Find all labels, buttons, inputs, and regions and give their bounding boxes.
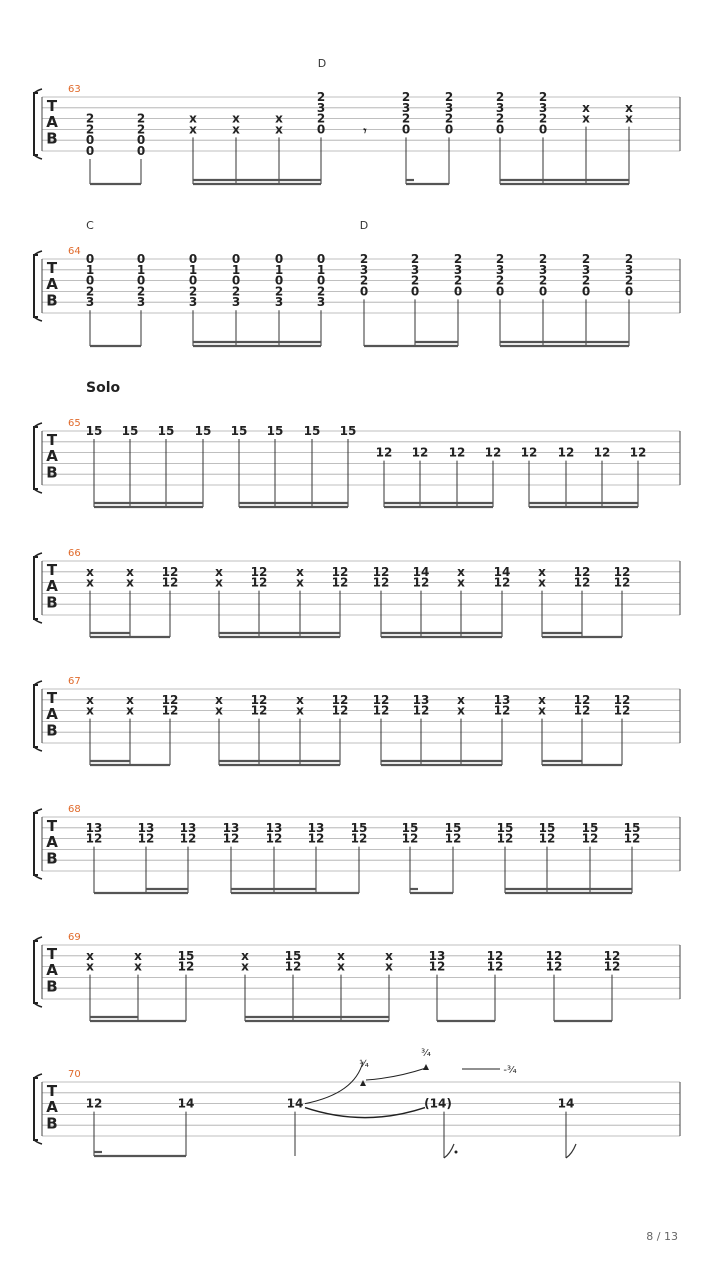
tab-note: 12	[161, 564, 179, 579]
tab-note: 14	[557, 1096, 575, 1111]
bend-label: ¼	[359, 1059, 369, 1070]
staff-bracket	[34, 813, 38, 875]
tab-note: 2	[410, 273, 420, 288]
tab-note: 15	[85, 424, 103, 438]
chord-name-d: D	[317, 57, 327, 70]
tab-note: x	[232, 111, 240, 126]
tab-note: 3	[410, 262, 420, 277]
tab-note: 2	[136, 284, 146, 299]
section-label: Solo	[86, 380, 121, 396]
tab-note: 12	[613, 692, 631, 707]
tab-note: 12	[448, 445, 466, 460]
tab-note: 2	[624, 273, 634, 288]
tab-note: 3	[495, 100, 505, 115]
staff-bracket-curl	[34, 1074, 42, 1144]
tab-note: 2	[624, 252, 634, 266]
tab-note: 2	[401, 90, 411, 104]
tab-note: 12	[372, 575, 390, 590]
tab-note: 3	[444, 100, 454, 115]
tab-note: 3	[624, 262, 634, 277]
tab-note: 3	[453, 262, 463, 277]
tab-note: 2	[316, 111, 326, 126]
tab-note: x	[296, 692, 304, 707]
tab-note: 13	[222, 820, 240, 835]
tab-note: x	[275, 122, 283, 137]
tab-note: x	[86, 959, 94, 974]
tab-note: x	[337, 948, 345, 963]
slur	[305, 1108, 425, 1118]
tab-note: 3	[495, 262, 505, 277]
tab-letter-t: T	[46, 97, 58, 116]
tab-letter-b: B	[46, 129, 58, 148]
tab-note: 0	[410, 284, 420, 299]
eighth-rest: 𝄾	[363, 124, 367, 138]
staff-bracket-curl	[34, 937, 42, 1007]
tab-note: 0	[495, 122, 505, 137]
tab-note: 14	[286, 1096, 304, 1111]
tab-note: 0	[85, 273, 95, 288]
tab-note: x	[215, 692, 223, 707]
bar-number: 70	[68, 1069, 81, 1080]
tab-note: x	[538, 564, 546, 579]
tab-note: 13	[428, 948, 446, 963]
tab-note: 12	[331, 703, 349, 718]
tab-note: x	[215, 564, 223, 579]
tab-note: 2	[538, 90, 548, 104]
staff-bracket	[34, 557, 38, 619]
tab-note: 0	[581, 284, 591, 299]
tab-note: 3	[274, 295, 284, 310]
tab-note: x	[275, 111, 283, 126]
note-flag	[566, 1144, 576, 1158]
tab-note: 0	[274, 252, 284, 266]
tab-note: 15	[194, 424, 212, 438]
tab-note: 12	[85, 1096, 103, 1111]
tab-note: x	[582, 100, 590, 115]
tab-note: 12	[250, 692, 268, 707]
tab-note: x	[232, 122, 240, 137]
bend-arrow	[305, 1062, 363, 1104]
tab-note: 15	[444, 820, 462, 835]
tab-note: 14	[493, 564, 511, 579]
tab-note: x	[126, 564, 134, 579]
tab-letter-a: A	[46, 113, 58, 132]
bar-number: 65	[68, 418, 81, 429]
tab-note: 12	[250, 575, 268, 590]
staff-bracket-curl	[34, 681, 42, 751]
tab-note: 12	[603, 948, 621, 963]
staff-bracket	[34, 255, 38, 317]
tab-note: 3	[316, 100, 326, 115]
tab-note: 12	[412, 575, 430, 590]
tab-note: 12	[331, 564, 349, 579]
tab-note: 1	[231, 262, 241, 277]
tab-note: 2	[453, 252, 463, 266]
tab-note: 12	[493, 703, 511, 718]
tab-note: 3	[136, 295, 146, 310]
tab-note: 2	[444, 111, 454, 126]
staff-bracket	[34, 93, 38, 155]
note-flag	[444, 1144, 454, 1158]
tab-note: 0	[231, 273, 241, 288]
tab-note: 15	[284, 948, 302, 963]
tab-note: 13	[179, 820, 197, 835]
tab-letter-b: B	[46, 463, 58, 482]
tab-note: 13	[85, 820, 103, 835]
bar-number: 66	[68, 548, 81, 559]
tab-note: 12	[486, 959, 504, 974]
tab-note: x	[134, 948, 142, 963]
tab-note: 12	[177, 959, 195, 974]
tab-letter-t: T	[46, 259, 58, 278]
bend-arrowhead	[360, 1080, 366, 1086]
tab-note: 3	[538, 100, 548, 115]
tab-letter-a: A	[46, 961, 58, 980]
tab-note: 2	[231, 284, 241, 299]
tab-note: 13	[412, 692, 430, 707]
tab-note: x	[457, 564, 465, 579]
tab-note: 13	[493, 692, 511, 707]
tab-note: 12	[161, 692, 179, 707]
tab-note: x	[134, 959, 142, 974]
bar-number: 64	[68, 246, 81, 257]
tab-note: 12	[331, 575, 349, 590]
tab-note: x	[582, 111, 590, 126]
tab-note: 12	[331, 692, 349, 707]
tab-note: 2	[401, 111, 411, 126]
tab-note: 12	[573, 692, 591, 707]
tab-note: 2	[453, 273, 463, 288]
tab-letter-a: A	[46, 1098, 58, 1117]
tab-note: 1	[316, 262, 326, 277]
tab-note: 3	[316, 295, 326, 310]
tab-letter-b: B	[46, 849, 58, 868]
tab-note: 2	[316, 90, 326, 104]
staff-bracket	[34, 427, 38, 489]
tab-note: x	[296, 564, 304, 579]
tab-note: 0	[85, 144, 95, 158]
tab-note: 15	[230, 424, 248, 438]
tab-letter-t: T	[46, 431, 58, 450]
staff-bracket-curl	[34, 809, 42, 879]
tab-note: 2	[136, 122, 146, 137]
tab-note: 12	[412, 703, 430, 718]
tab-note: 15	[623, 820, 641, 835]
tab-note: 12	[573, 575, 591, 590]
tab-note: x	[385, 948, 393, 963]
tab-note: 2	[444, 90, 454, 104]
tab-note: 13	[265, 820, 283, 835]
tab-note: 12	[428, 959, 446, 974]
tab-note: x	[625, 111, 633, 126]
tab-note: x	[538, 575, 546, 590]
tab-note: 12	[581, 831, 599, 846]
tab-note: 12	[411, 445, 429, 460]
tab-note: x	[189, 122, 197, 137]
tab-note: 0	[444, 122, 454, 137]
tab-letter-a: A	[46, 275, 58, 294]
tab-note: 0	[188, 273, 198, 288]
staff-bracket-curl	[34, 553, 42, 623]
tab-note: x	[337, 959, 345, 974]
tab-note: 12	[557, 445, 575, 460]
staff-bracket-curl	[34, 423, 42, 493]
staff-bracket	[34, 1078, 38, 1140]
tab-note: 12	[573, 564, 591, 579]
staff-bracket-curl	[34, 89, 42, 159]
tab-note: x	[86, 575, 94, 590]
tab-note: x	[241, 959, 249, 974]
tab-note: 2	[538, 252, 548, 266]
tab-letter-b: B	[46, 721, 58, 740]
tab-note: 2	[136, 111, 146, 126]
chord-name-d: D	[359, 219, 369, 232]
tab-note: 12	[593, 445, 611, 460]
tab-note: 12	[179, 831, 197, 846]
tab-note: 3	[538, 262, 548, 277]
tab-note: 12	[401, 831, 419, 846]
tab-note: x	[538, 692, 546, 707]
tab-note: 2	[581, 252, 591, 266]
staff-bracket-curl	[34, 251, 42, 321]
tab-note: x	[126, 703, 134, 718]
tab-note: 3	[581, 262, 591, 277]
tab-note: 15	[177, 948, 195, 963]
tab-letter-a: A	[46, 577, 58, 596]
tab-note: x	[86, 703, 94, 718]
tab-note: 12	[538, 831, 556, 846]
bar-number: 68	[68, 804, 81, 815]
tab-note: 15	[157, 424, 175, 438]
tab-note: 2	[274, 284, 284, 299]
tab-note: 2	[495, 90, 505, 104]
tab-note: 12	[372, 564, 390, 579]
tab-note: 3	[401, 100, 411, 115]
bend-arrow	[366, 1068, 426, 1080]
tab-note: 15	[121, 424, 139, 438]
tab-note: 12	[161, 575, 179, 590]
tab-note: 1	[136, 262, 146, 277]
tab-note: x	[241, 948, 249, 963]
tab-note: 2	[359, 273, 369, 288]
tab-note: 0	[85, 133, 95, 148]
tab-note: 12	[250, 703, 268, 718]
tab-note: x	[215, 703, 223, 718]
tab-note: 15	[496, 820, 514, 835]
tab-note: 0	[136, 273, 146, 288]
tab-note: 3	[231, 295, 241, 310]
tab-note: 2	[359, 252, 369, 266]
tab-note: 0	[453, 284, 463, 299]
tab-letter-t: T	[46, 689, 58, 708]
tab-note: 12	[573, 703, 591, 718]
tab-note: 0	[188, 252, 198, 266]
tab-note: 0	[316, 122, 326, 137]
staff-bracket	[34, 685, 38, 747]
tab-note: 0	[274, 273, 284, 288]
tab-note: 12	[623, 831, 641, 846]
tab-note: 2	[581, 273, 591, 288]
tab-note: 12	[493, 575, 511, 590]
tab-note: 2	[316, 284, 326, 299]
bar-number: 63	[68, 84, 81, 95]
tab-note: 14	[412, 564, 430, 579]
tab-note: 0	[231, 252, 241, 266]
tab-letter-a: A	[46, 705, 58, 724]
tab-note: 0	[85, 252, 95, 266]
tab-note: x	[457, 703, 465, 718]
tab-note: 12	[545, 948, 563, 963]
tab-letter-a: A	[46, 833, 58, 852]
tab-note: x	[126, 575, 134, 590]
tab-letter-t: T	[46, 945, 58, 964]
tab-note: 12	[545, 959, 563, 974]
tab-note: 2	[538, 111, 548, 126]
tab-letter-b: B	[46, 291, 58, 310]
tab-note: 2	[85, 122, 95, 137]
tab-letter-b: B	[46, 593, 58, 612]
tab-note: 12	[613, 564, 631, 579]
bar-number: 69	[68, 932, 81, 943]
tab-note: x	[385, 959, 393, 974]
tab-note: 12	[372, 703, 390, 718]
tab-note: x	[215, 575, 223, 590]
tab-note: 13	[137, 820, 155, 835]
tab-note: x	[296, 575, 304, 590]
tab-note: 15	[350, 820, 368, 835]
tab-note: 12	[444, 831, 462, 846]
tab-note: 12	[486, 948, 504, 963]
bend-label: ³⁄₄	[421, 1048, 431, 1059]
tab-letter-a: A	[46, 447, 58, 466]
tab-note: 12	[520, 445, 538, 460]
tab-note: 12	[85, 831, 103, 846]
tab-note: 0	[538, 122, 548, 137]
tab-note: 12	[613, 703, 631, 718]
tab-note: 1	[85, 262, 95, 277]
tab-note: x	[86, 948, 94, 963]
dot	[455, 1151, 458, 1154]
tab-note: 2	[495, 111, 505, 126]
bend-label: -³⁄₄	[503, 1065, 517, 1076]
tab-letter-t: T	[46, 817, 58, 836]
tab-note: x	[457, 575, 465, 590]
tab-note: 2	[538, 273, 548, 288]
tab-note: 2	[495, 252, 505, 266]
tab-note: (14)	[424, 1096, 452, 1111]
tab-note: 2	[188, 284, 198, 299]
bar-number: 67	[68, 676, 81, 687]
tab-note: x	[126, 692, 134, 707]
tab-note: 12	[375, 445, 393, 460]
tab-letter-t: T	[46, 561, 58, 580]
tab-note: 2	[85, 111, 95, 126]
tab-note: 13	[307, 820, 325, 835]
tab-note: x	[189, 111, 197, 126]
tab-note: 0	[624, 284, 634, 299]
tab-note: 0	[359, 284, 369, 299]
tab-note: 12	[161, 703, 179, 718]
tab-note: 0	[136, 252, 146, 266]
tab-note: 0	[401, 122, 411, 137]
tab-note: 12	[613, 575, 631, 590]
tab-note: 12	[137, 831, 155, 846]
tab-note: 12	[484, 445, 502, 460]
tab-note: x	[457, 692, 465, 707]
tab-note: 1	[188, 262, 198, 277]
tab-note: 12	[284, 959, 302, 974]
page-number: 8 / 13	[646, 1230, 678, 1243]
tab-note: 0	[136, 144, 146, 158]
tab-note: 12	[372, 692, 390, 707]
tab-note: 0	[538, 284, 548, 299]
tab-letter-b: B	[46, 977, 58, 996]
tab-note: 12	[496, 831, 514, 846]
tab-note: 2	[410, 252, 420, 266]
tab-note: 3	[188, 295, 198, 310]
tab-note: 15	[339, 424, 357, 438]
tab-note: 12	[265, 831, 283, 846]
tab-note: x	[538, 703, 546, 718]
staff-bracket	[34, 941, 38, 1003]
chord-name-c: C	[86, 219, 94, 232]
tab-note: 2	[85, 284, 95, 299]
tab-note: 0	[136, 133, 146, 148]
tab-note: 12	[250, 564, 268, 579]
tab-note: 2	[495, 273, 505, 288]
tab-note: 3	[359, 262, 369, 277]
tab-note: 0	[316, 273, 326, 288]
tab-note: 3	[85, 295, 95, 310]
tab-note: 15	[538, 820, 556, 835]
tab-note: x	[86, 564, 94, 579]
tab-note: x	[86, 692, 94, 707]
tab-note: 15	[401, 820, 419, 835]
tab-note: x	[296, 703, 304, 718]
tab-letter-b: B	[46, 1114, 58, 1133]
tab-letter-t: T	[46, 1082, 58, 1101]
tab-note: x	[625, 100, 633, 115]
tab-note: 12	[629, 445, 647, 460]
tab-note: 0	[316, 252, 326, 266]
tab-note: 14	[177, 1096, 195, 1111]
tab-note: 12	[350, 831, 368, 846]
tab-note: 15	[581, 820, 599, 835]
tab-note: 12	[307, 831, 325, 846]
tab-note: 1	[274, 262, 284, 277]
tab-note: 15	[266, 424, 284, 438]
bend-arrowhead	[423, 1064, 429, 1070]
tab-note: 0	[495, 284, 505, 299]
tab-note: 12	[222, 831, 240, 846]
tab-note: 15	[303, 424, 321, 438]
tab-note: 12	[603, 959, 621, 974]
